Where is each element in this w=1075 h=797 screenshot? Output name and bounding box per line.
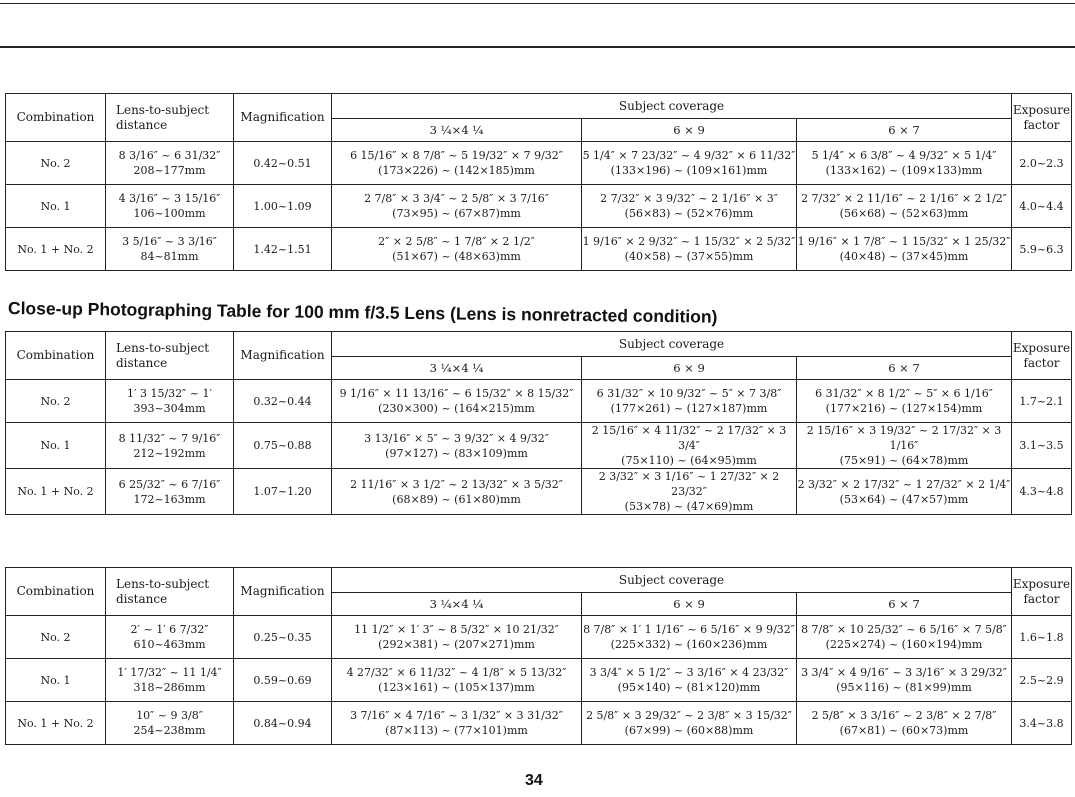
coverage-cell: [582, 469, 797, 515]
top-rule: [0, 3, 1075, 4]
coverage-cell: [797, 380, 1012, 423]
distance-cell: [106, 423, 234, 469]
coverage-mm: (95×116) ~ (81×99)mm: [836, 681, 972, 694]
coverage-cell: [582, 659, 797, 702]
header-subject-coverage: Subject coverage: [332, 568, 1012, 593]
coverage-cell: [797, 228, 1012, 271]
coverage-mm: (51×67) ~ (48×63)mm: [392, 250, 521, 263]
distance-mm: 106~100mm: [133, 207, 206, 220]
header-magnification: Magnification: [234, 94, 332, 142]
coverage-inches: 4 27/32″ × 6 11/32″ ~ 4 1/8″ × 5 13/32″: [346, 666, 567, 679]
coverage-cell: [797, 142, 1012, 185]
combination-cell: No. 1: [6, 659, 106, 702]
header-subject-coverage: Subject coverage: [332, 94, 1012, 119]
header-format: 6 × 9: [582, 593, 797, 616]
header-format: 3 ¼×4 ¼: [332, 357, 582, 380]
coverage-mm: (292×381) ~ (207×271)mm: [378, 638, 535, 651]
coverage-mm: (230×300) ~ (164×215)mm: [378, 402, 535, 415]
magnification-cell: 1.42~1.51: [234, 228, 332, 271]
distance-mm: 393~304mm: [133, 402, 206, 415]
coverage-inches: 1 9/16″ × 2 9/32″ ~ 1 15/32″ × 2 5/32″: [582, 235, 796, 248]
header-format: 6 × 9: [582, 357, 797, 380]
coverage-mm: (173×226) ~ (142×185)mm: [378, 164, 535, 177]
coverage-inches: 2 7/32″ × 2 11/16″ ~ 2 1/16″ × 2 1/2″: [801, 192, 1007, 205]
coverage-mm: (56×68) ~ (52×63)mm: [839, 207, 969, 220]
exposure-cell: 4.0~4.4: [1012, 185, 1072, 228]
coverage-cell: [797, 702, 1012, 745]
distance-mm: 318~286mm: [133, 681, 206, 694]
coverage-cell: [582, 380, 797, 423]
distance-mm: 610~463mm: [133, 638, 206, 651]
coverage-mm: (53×64) ~ (47×57)mm: [839, 492, 969, 506]
coverage-mm: (87×113) ~ (77×101)mm: [385, 724, 528, 737]
coverage-cell: [797, 423, 1012, 469]
coverage-inches: 2 11/16″ × 3 1/2″ ~ 2 13/32″ × 3 5/32″: [350, 477, 563, 491]
coverage-cell: [797, 185, 1012, 228]
coverage-cell: [332, 380, 582, 423]
coverage-inches: 3 13/16″ × 5″ ~ 3 9/32″ × 4 9/32″: [364, 431, 549, 445]
coverage-inches: 2 3/32″ × 2 17/32″ ~ 1 27/32″ × 2 1/4″: [797, 477, 1011, 491]
distance-inches: 3 5/16″ ~ 3 3/16″: [122, 235, 217, 248]
coverage-cell: [332, 185, 582, 228]
distance-cell: [106, 702, 234, 745]
coverage-inches: 6 15/16″ × 8 7/8″ ~ 5 19/32″ × 7 9/32″: [350, 149, 563, 162]
coverage-inches: 3 7/16″ × 4 7/16″ ~ 3 1/32″ × 3 31/32″: [350, 709, 563, 722]
page-number: 34: [525, 772, 543, 789]
header-subject-coverage: Subject coverage: [332, 332, 1012, 357]
combination-cell: No. 2: [6, 616, 106, 659]
coverage-mm: (40×58) ~ (37×55)mm: [624, 250, 754, 263]
coverage-mm: (97×127) ~ (83×109)mm: [385, 446, 528, 460]
magnification-cell: 0.75~0.88: [234, 423, 332, 469]
coverage-mm: (73×95) ~ (67×87)mm: [392, 207, 521, 220]
header-distance: Lens-to-subject distance: [106, 94, 234, 142]
coverage-mm: (177×261) ~ (127×187)mm: [610, 402, 768, 415]
header-format: 6 × 7: [797, 357, 1012, 380]
coverage-mm: (53×78) ~ (47×69)mm: [624, 500, 754, 513]
coverage-inches: 2 5/8″ × 3 3/16″ ~ 2 3/8″ × 2 7/8″: [811, 709, 997, 722]
table-row: [6, 142, 1072, 185]
combination-cell: No. 1 + No. 2: [6, 228, 106, 271]
coverage-mm: (67×99) ~ (60×88)mm: [624, 724, 754, 737]
header-exposure-factor: Exposure factor: [1012, 94, 1072, 142]
combination-cell: No. 2: [6, 142, 106, 185]
coverage-mm: (177×216) ~ (127×154)mm: [825, 402, 983, 415]
coverage-cell: [332, 142, 582, 185]
table-row: [6, 469, 1072, 515]
coverage-inches: 2 15/16″ × 3 19/32″ ~ 2 17/32″ × 3 1/16″: [806, 424, 1002, 452]
header-format: 6 × 7: [797, 119, 1012, 142]
distance-inches: 2′ ~ 1′ 6 7/32″: [130, 623, 209, 636]
coverage-mm: (68×89) ~ (61×80)mm: [392, 492, 521, 506]
magnification-cell: 0.25~0.35: [234, 616, 332, 659]
header-distance: Lens-to-subject distance: [106, 332, 234, 380]
exposure-cell: 2.0~2.3: [1012, 142, 1072, 185]
header-format: 6 × 7: [797, 593, 1012, 616]
exposure-cell: 3.1~3.5: [1012, 423, 1072, 469]
coverage-cell: [582, 616, 797, 659]
coverage-cell: [797, 616, 1012, 659]
distance-inches: 1′ 17/32″ ~ 11 1/4″: [117, 666, 222, 679]
magnification-cell: 0.42~0.51: [234, 142, 332, 185]
distance-inches: 8 3/16″ ~ 6 31/32″: [118, 149, 221, 162]
coverage-mm: (75×91) ~ (64×78)mm: [839, 454, 969, 467]
distance-mm: 172~163mm: [133, 492, 206, 506]
coverage-cell: [582, 185, 797, 228]
exposure-cell: 5.9~6.3: [1012, 228, 1072, 271]
closeup-table-3: [5, 567, 1072, 745]
coverage-inches: 11 1/2″ × 1′ 3″ ~ 8 5/32″ × 10 21/32″: [354, 623, 559, 636]
header-exposure-factor: Exposure factor: [1012, 568, 1072, 616]
coverage-inches: 2 7/32″ × 3 9/32″ ~ 2 1/16″ × 3″: [600, 192, 778, 205]
header-combination: Combination: [6, 332, 106, 380]
table-caption: Close-up Photographing Table for 100 mm f/3.5 Lens (Lens is nonretracted condition): [7, 298, 718, 327]
coverage-mm: (40×48) ~ (37×45)mm: [839, 250, 969, 263]
distance-cell: [106, 659, 234, 702]
combination-cell: No. 1 + No. 2: [6, 469, 106, 515]
coverage-cell: [582, 702, 797, 745]
header-exposure-factor: Exposure factor: [1012, 332, 1072, 380]
coverage-mm: (123×161) ~ (105×137)mm: [378, 681, 535, 694]
magnification-cell: 0.59~0.69: [234, 659, 332, 702]
header-rule: [0, 46, 1075, 48]
coverage-inches: 2 5/8″ × 3 29/32″ ~ 2 3/8″ × 3 15/32″: [586, 709, 792, 722]
coverage-inches: 3 3/4″ × 4 9/16″ ~ 3 3/16″ × 3 29/32″: [801, 666, 1007, 679]
closeup-table-2: [5, 331, 1072, 515]
coverage-mm: (225×274) ~ (160×194)mm: [825, 638, 983, 651]
magnification-cell: 0.32~0.44: [234, 380, 332, 423]
magnification-cell: 0.84~0.94: [234, 702, 332, 745]
coverage-cell: [332, 616, 582, 659]
coverage-inches: 6 31/32″ × 8 1/2″ ~ 5″ × 6 1/16″: [815, 387, 993, 400]
header-distance: Lens-to-subject distance: [106, 568, 234, 616]
header-combination: Combination: [6, 94, 106, 142]
distance-inches: 8 11/32″ ~ 7 9/16″: [118, 431, 221, 445]
distance-inches: 10″ ~ 9 3/8″: [136, 709, 203, 722]
distance-inches: 4 3/16″ ~ 3 15/16″: [118, 192, 221, 205]
coverage-inches: 6 31/32″ × 10 9/32″ ~ 5″ × 7 3/8″: [596, 387, 782, 400]
header-combination: Combination: [6, 568, 106, 616]
coverage-inches: 2 3/32″ × 3 1/16″ ~ 1 27/32″ × 2 23/32″: [598, 470, 780, 498]
distance-mm: 254~238mm: [133, 724, 206, 737]
exposure-cell: 2.5~2.9: [1012, 659, 1072, 702]
coverage-inches: 2 7/8″ × 3 3/4″ ~ 2 5/8″ × 3 7/16″: [364, 192, 549, 205]
coverage-cell: [582, 228, 797, 271]
coverage-inches: 8 7/8″ × 1′ 1 1/16″ ~ 6 5/16″ × 9 9/32″: [583, 623, 795, 636]
coverage-cell: [332, 228, 582, 271]
coverage-cell: [797, 659, 1012, 702]
table-row: [6, 185, 1072, 228]
coverage-inches: 9 1/16″ × 11 13/16″ ~ 6 15/32″ × 8 15/32″: [339, 387, 574, 400]
combination-cell: No. 1 + No. 2: [6, 702, 106, 745]
combination-cell: No. 1: [6, 185, 106, 228]
exposure-cell: 1.7~2.1: [1012, 380, 1072, 423]
distance-cell: [106, 228, 234, 271]
header-magnification: Magnification: [234, 568, 332, 616]
distance-cell: [106, 142, 234, 185]
coverage-cell: [582, 142, 797, 185]
coverage-cell: [332, 469, 582, 515]
coverage-inches: 2″ × 2 5/8″ ~ 1 7/8″ × 2 1/2″: [378, 235, 535, 248]
table-row: [6, 702, 1072, 745]
coverage-cell: [332, 659, 582, 702]
coverage-mm: (133×162) ~ (109×133)mm: [825, 164, 983, 177]
coverage-cell: [332, 423, 582, 469]
header-magnification: Magnification: [234, 332, 332, 380]
distance-cell: [106, 185, 234, 228]
coverage-mm: (133×196) ~ (109×161)mm: [610, 164, 768, 177]
coverage-inches: 8 7/8″ × 10 25/32″ ~ 6 5/16″ × 7 5/8″: [801, 623, 1007, 636]
closeup-table-1: [5, 93, 1072, 271]
exposure-cell: 1.6~1.8: [1012, 616, 1072, 659]
exposure-cell: 4.3~4.8: [1012, 469, 1072, 515]
table-row: [6, 659, 1072, 702]
combination-cell: No. 2: [6, 380, 106, 423]
distance-mm: 208~177mm: [133, 164, 206, 177]
combination-cell: No. 1: [6, 423, 106, 469]
coverage-cell: [797, 469, 1012, 515]
table-row: [6, 228, 1072, 271]
coverage-inches: 5 1/4″ × 6 3/8″ ~ 4 9/32″ × 5 1/4″: [811, 149, 997, 162]
distance-inches: 6 25/32″ ~ 6 7/16″: [118, 477, 221, 491]
coverage-mm: (95×140) ~ (81×120)mm: [617, 681, 761, 694]
coverage-mm: (67×81) ~ (60×73)mm: [839, 724, 969, 737]
table-row: [6, 423, 1072, 469]
table-row: [6, 380, 1072, 423]
coverage-cell: [332, 702, 582, 745]
table-row: [6, 616, 1072, 659]
coverage-mm: (56×83) ~ (52×76)mm: [624, 207, 754, 220]
header-format: 3 ¼×4 ¼: [332, 593, 582, 616]
coverage-mm: (75×110) ~ (64×95)mm: [621, 454, 757, 467]
distance-inches: 1′ 3 15/32″ ~ 1′: [126, 387, 212, 400]
distance-mm: 212~192mm: [133, 446, 206, 460]
header-format: 6 × 9: [582, 119, 797, 142]
coverage-mm: (225×332) ~ (160×236)mm: [610, 638, 768, 651]
exposure-cell: 3.4~3.8: [1012, 702, 1072, 745]
distance-cell: [106, 469, 234, 515]
coverage-inches: 1 9/16″ × 1 7/8″ ~ 1 15/32″ × 1 25/32″: [797, 235, 1011, 248]
distance-cell: [106, 616, 234, 659]
coverage-cell: [582, 423, 797, 469]
coverage-inches: 2 15/16″ × 4 11/32″ ~ 2 17/32″ × 3 3/4″: [591, 424, 787, 452]
distance-mm: 84~81mm: [140, 250, 199, 263]
coverage-inches: 3 3/4″ × 5 1/2″ ~ 3 3/16″ × 4 23/32″: [589, 666, 789, 679]
distance-cell: [106, 380, 234, 423]
magnification-cell: 1.07~1.20: [234, 469, 332, 515]
coverage-inches: 5 1/4″ × 7 23/32″ ~ 4 9/32″ × 6 11/32″: [582, 149, 796, 162]
header-format: 3 ¼×4 ¼: [332, 119, 582, 142]
magnification-cell: 1.00~1.09: [234, 185, 332, 228]
